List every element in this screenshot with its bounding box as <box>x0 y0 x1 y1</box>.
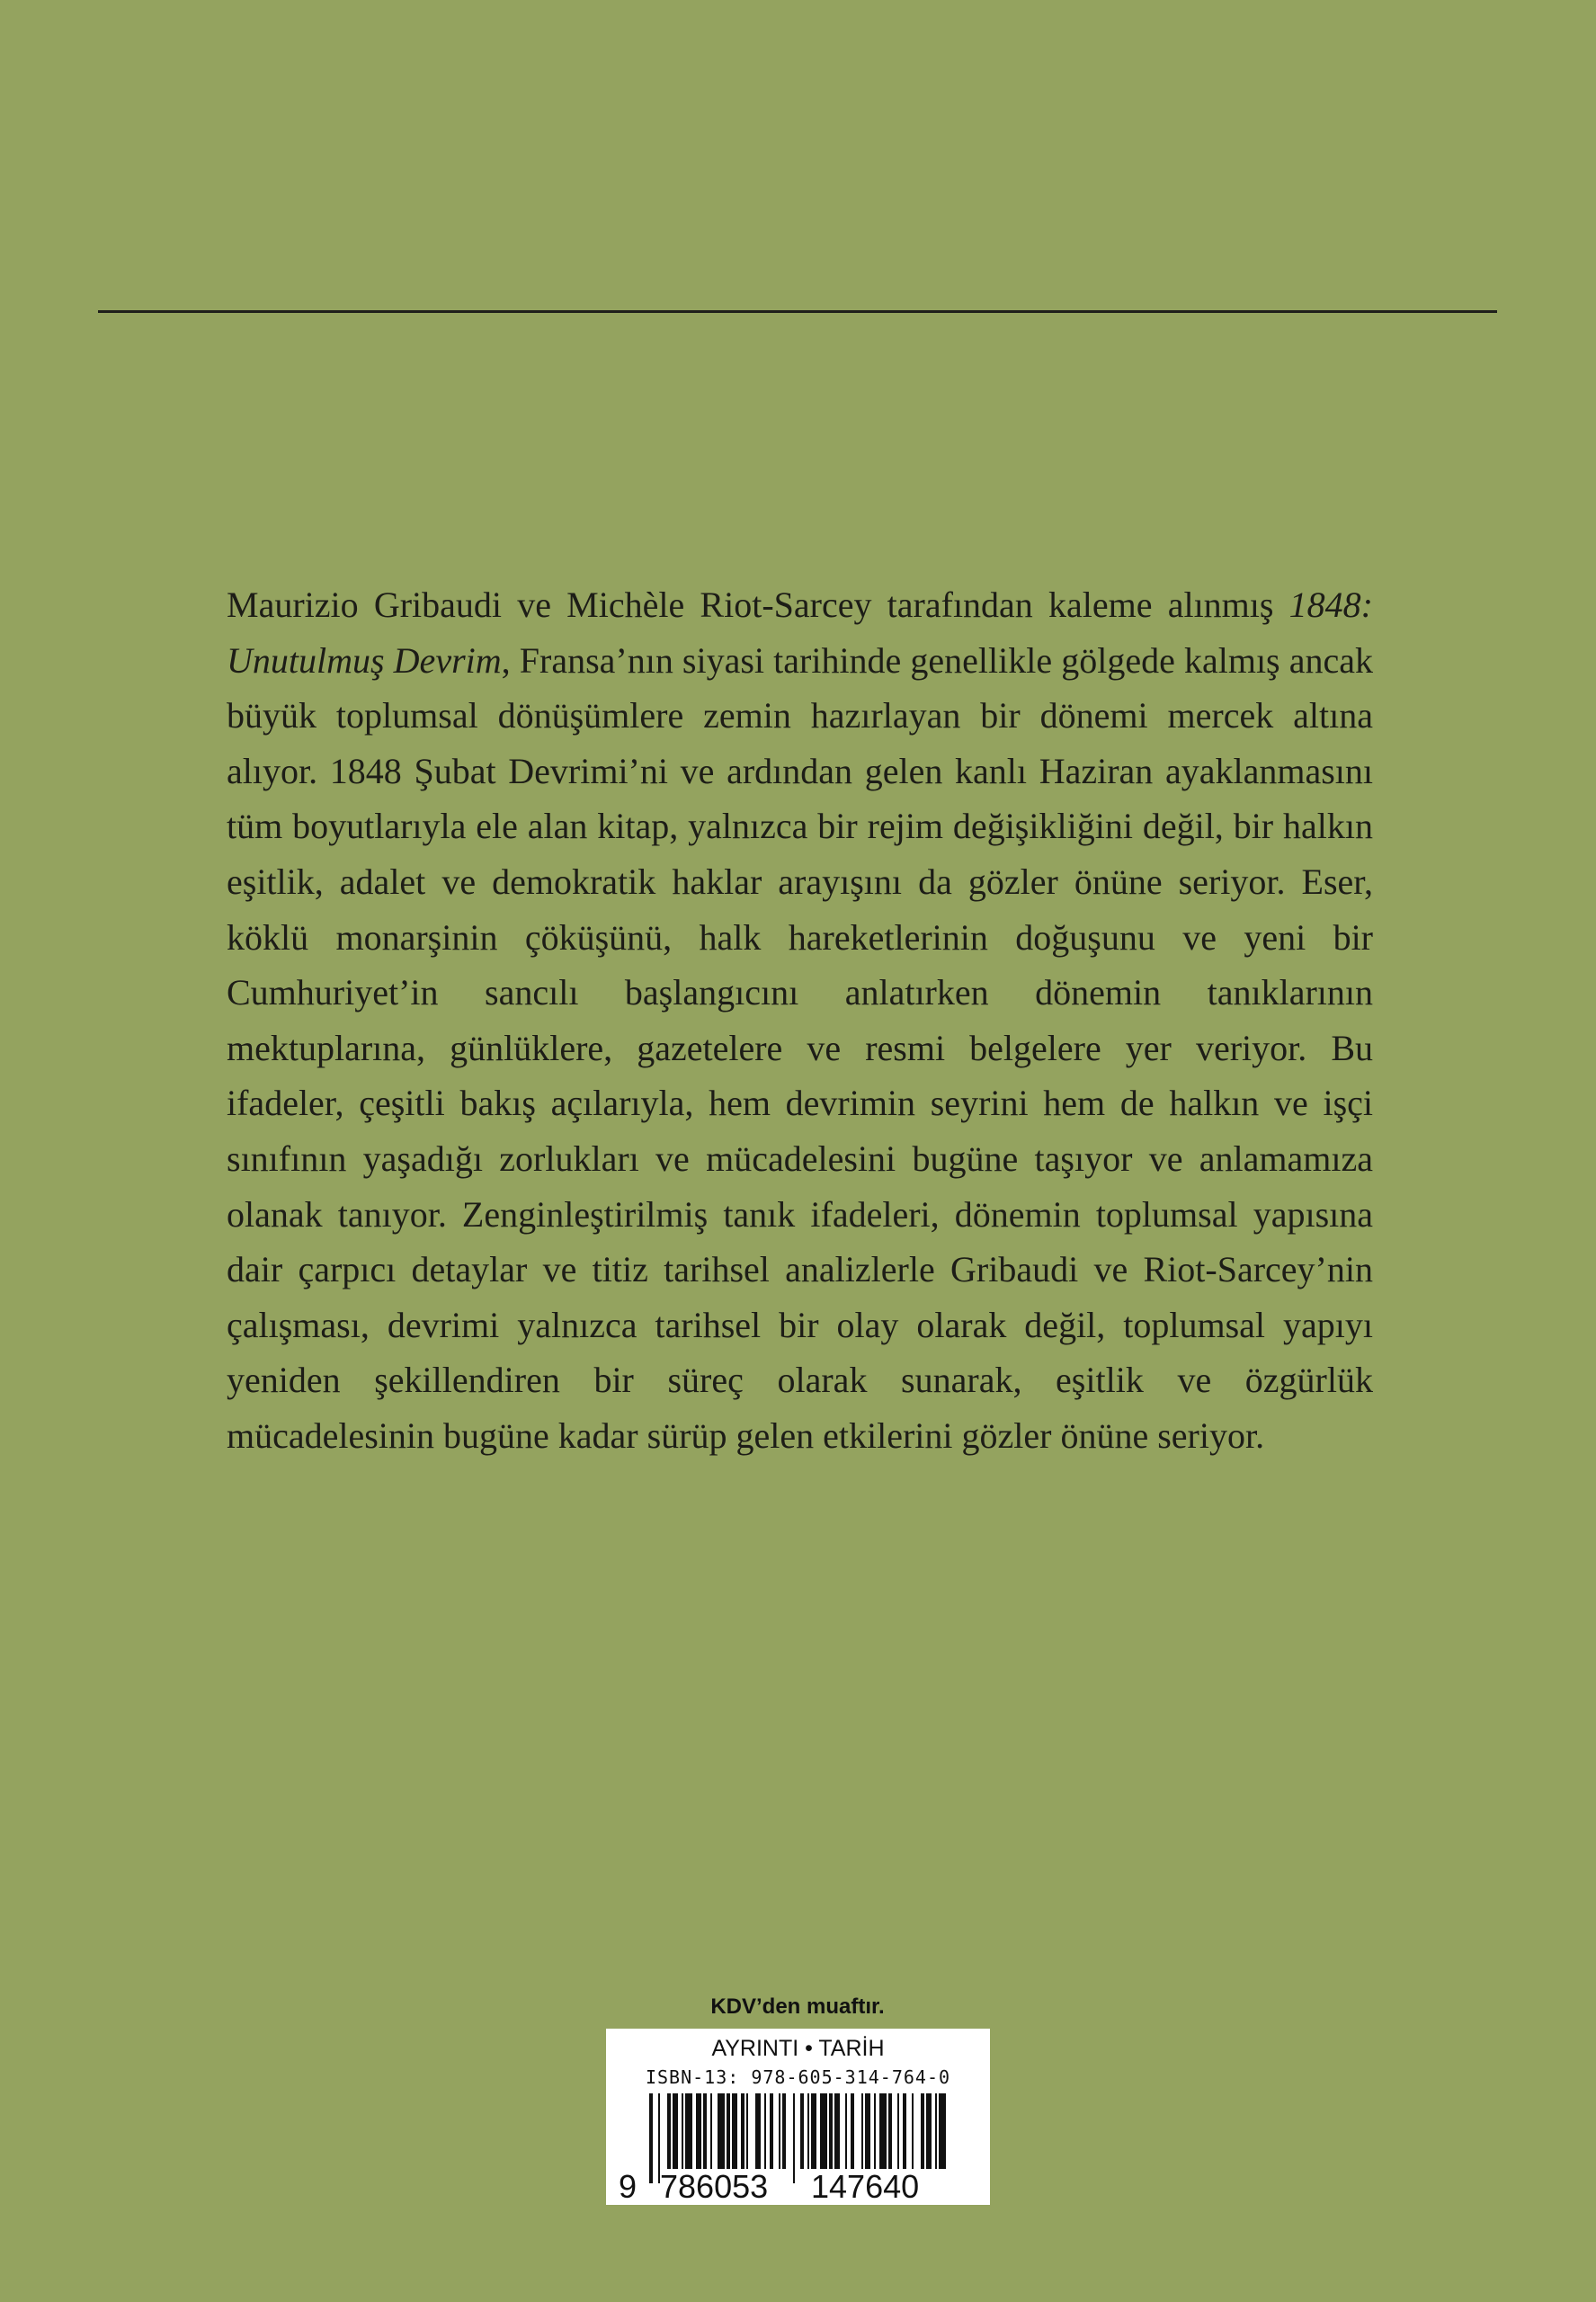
barcode-bar <box>811 2093 816 2169</box>
barcode-bar <box>800 2093 804 2169</box>
barcode-bar <box>912 2093 914 2169</box>
barcode-bar <box>851 2093 854 2169</box>
barcode-bar <box>829 2093 833 2169</box>
barcode-bar <box>727 2093 730 2169</box>
barcode-bar <box>755 2093 761 2169</box>
blurb-body: , Fransa’nın siyasi tarihinde genellikle gölgede kalmış ancak büyük toplumsal dönüşümlere zemin hazırlayan bir dönemi mercek altına alıyor. 1848 Şubat Devrimi’ni ve ardından gelen kanlı Haziran ayaklanmasını tüm boyutlarıyla ele alan kitap, yalnızca bir rejim değişikliğini değil, bir halkın eşitlik, adalet ve demokratik haklar arayışını da gözler önüne seriyor. Eser, köklü monarşinin çöküşünü, halk hareketlerinin doğuşunu ve yeni bir Cumhuriyet’in sancılı başlangıcını anlatırken dönemin tanıklarının mektuplarına, günlüklere, gazetelere ve resmi belgelere yer veriyor. Bu ifadeler, çeşitli bakış açılarıyla, hem devrimin seyrini hem de halkın ve işçi sınıfının yaşadığı zorlukları ve mücadelesini bugüne taşıyor ve anlamamıza olanak tanıyor. Zenginleştirilmiş tanık ifadeleri, dönemin toplumsal yapısına dair çarpıcı detaylar ve titiz tarihsel analizlerle Gribaudi ve Riot-Sarcey’nin çalışması, devrimi yalnızca tarihsel bir olay olarak değil, toplumsal yapıyı yeniden şekillendiren bir süreç olarak sunarak, eşitlik ve özgürlük mücadelesinin bugüne kadar sürüp gelen etkilerini gözler önüne seriyor. <box>227 639 1373 1456</box>
barcode-bar <box>903 2093 906 2169</box>
blurb-book-title: 1848: Unutulmuş Devrim <box>227 584 1373 681</box>
barcode-bar <box>770 2093 773 2169</box>
barcode-digit-lead: 9 <box>619 2168 638 2205</box>
barcode-bar <box>718 2093 725 2169</box>
barcode-bar <box>649 2093 653 2183</box>
top-divider-rule <box>98 310 1497 313</box>
barcode-bar <box>782 2093 786 2169</box>
barcode-bar <box>865 2093 870 2169</box>
barcode-bar <box>921 2093 924 2169</box>
barcode-bar <box>673 2093 678 2169</box>
barcode-bar <box>696 2093 701 2169</box>
barcode-bar <box>874 2093 876 2169</box>
barcode-bar <box>779 2093 780 2169</box>
barcode-bar <box>926 2093 932 2169</box>
barcode-graphic <box>606 2029 990 2205</box>
isbn-label: ISBN-13: 978-605-314-764-0 <box>645 2066 951 2088</box>
barcode-bar <box>685 2093 692 2169</box>
barcode-bar <box>764 2093 766 2169</box>
tax-exempt-note: KDV’den muaftır. <box>710 1994 885 2019</box>
barcode-bar <box>793 2093 795 2183</box>
barcode-bar <box>703 2093 707 2169</box>
barcode-bar <box>741 2093 745 2169</box>
publisher-series-label: AYRINTI • TARİH <box>711 2036 885 2061</box>
barcode-bar <box>939 2093 946 2169</box>
barcode-bar <box>710 2093 712 2169</box>
barcode-bar <box>834 2093 840 2169</box>
barcode-bar <box>935 2093 937 2169</box>
barcode-bar <box>732 2093 737 2169</box>
isbn-barcode-panel <box>606 2029 990 2205</box>
barcode-bar <box>861 2093 863 2169</box>
barcode-bar <box>897 2093 899 2169</box>
barcode-bar <box>820 2093 827 2169</box>
barcode-bar <box>879 2093 887 2169</box>
barcode-digits-left: 786053 <box>660 2168 769 2205</box>
barcode-bar <box>746 2093 748 2169</box>
back-cover-blurb <box>227 577 1373 1464</box>
barcode-bar <box>845 2093 847 2169</box>
barcode-bar <box>682 2093 683 2169</box>
barcode-digits-right: 147640 <box>811 2168 920 2205</box>
barcode-bar <box>807 2093 809 2169</box>
barcode-bar <box>667 2093 671 2169</box>
barcode-bar <box>888 2093 892 2169</box>
blurb-intro: Maurizio Gribaudi ve Michèle Riot-Sarcey tarafından kaleme alınmış <box>227 584 1289 625</box>
